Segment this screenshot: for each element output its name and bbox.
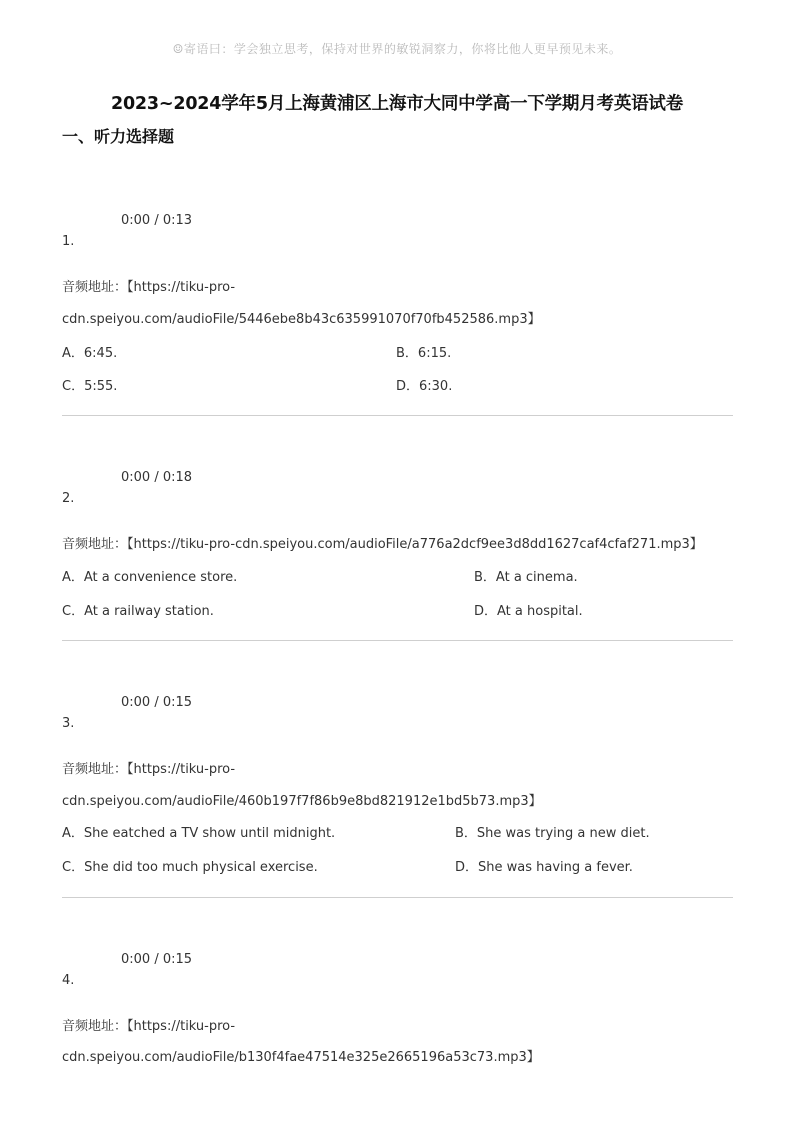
audio-url-line-continued: cdn.speiyou.com/audioFile/b130f4fae47514e325e2665196a53c73.mp3】 <box>62 1050 540 1065</box>
option-d[interactable]: D．She was having a fever. <box>455 860 633 875</box>
audio-player-time[interactable]: 0:00 / 0:18 <box>121 470 193 485</box>
header-motto: ☺寄语曰：学会独立思考，保持对世界的敏锐洞察力，你将比他人更早预见未来。 <box>172 42 622 56</box>
audio-player-time[interactable]: 0:00 / 0:15 <box>121 952 193 967</box>
option-d[interactable]: D．At a hospital. <box>474 604 583 619</box>
audio-player-time[interactable]: 0:00 / 0:15 <box>121 695 193 710</box>
option-c[interactable]: C．At a railway station. <box>62 604 214 619</box>
question-number: 1. <box>62 234 75 249</box>
option-b[interactable]: B．At a cinema. <box>474 570 578 585</box>
option-a[interactable]: A．She eatched a TV show until midnight. <box>62 826 336 841</box>
divider <box>62 897 733 898</box>
document-title: 2023~2024学年5月上海黄浦区上海市大同中学高一下学期月考英语试卷 <box>110 94 684 114</box>
question-number: 2. <box>62 491 75 506</box>
option-b[interactable]: B．She was trying a new diet. <box>455 826 650 841</box>
audio-url-line: 音频地址：【https://tiku-pro-cdn.speiyou.com/audioFile/a776a2dcf9ee3d8dd1627caf4cfaf271.mp3】 <box>62 537 703 552</box>
audio-url-line: 音频地址：【https://tiku-pro- <box>62 1019 236 1034</box>
option-c[interactable]: C．5:55. <box>62 379 118 394</box>
option-a[interactable]: A．At a convenience store. <box>62 570 238 585</box>
option-d[interactable]: D．6:30. <box>396 379 453 394</box>
audio-url-line-continued: cdn.speiyou.com/audioFile/460b197f7f86b9e8bd821912e1bd5b73.mp3】 <box>62 794 542 809</box>
audio-url-line-continued: cdn.speiyou.com/audioFile/5446ebe8b43c635991070f70fb452586.mp3】 <box>62 312 541 327</box>
audio-url-line: 音频地址：【https://tiku-pro- <box>62 762 236 777</box>
question-number: 3. <box>62 716 75 731</box>
divider <box>62 415 733 416</box>
divider <box>62 640 733 641</box>
option-b[interactable]: B．6:15. <box>396 346 452 361</box>
option-a[interactable]: A．6:45. <box>62 346 118 361</box>
option-c[interactable]: C．She did too much physical exercise. <box>62 860 318 875</box>
audio-url-line: 音频地址：【https://tiku-pro- <box>62 280 236 295</box>
question-number: 4. <box>62 973 75 988</box>
section-heading: 一、听力选择题 <box>62 127 175 146</box>
audio-player-time[interactable]: 0:00 / 0:13 <box>121 213 193 228</box>
